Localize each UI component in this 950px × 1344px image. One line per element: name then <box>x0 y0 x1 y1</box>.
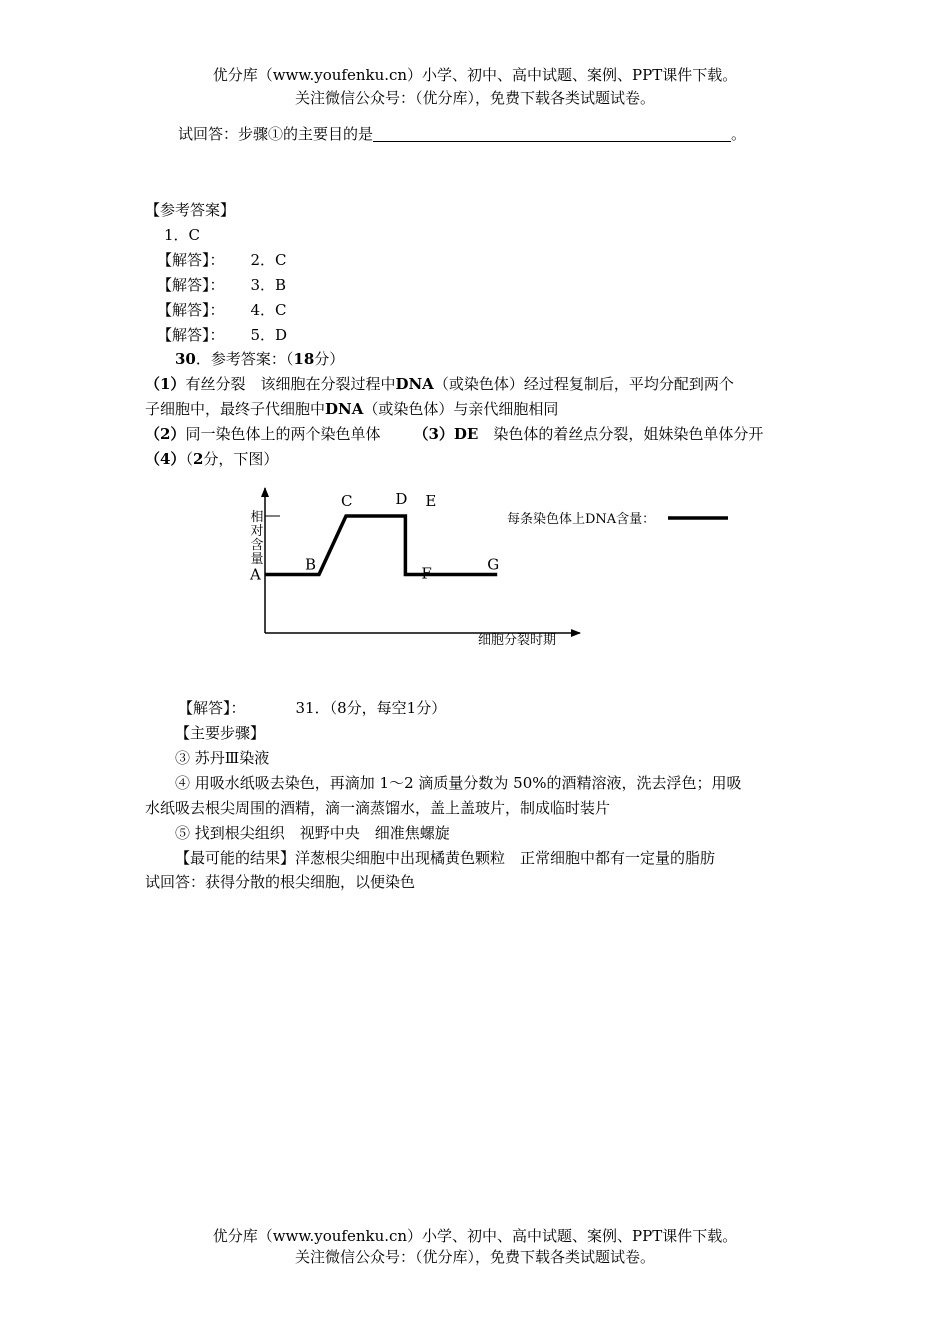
q31-steps-title: 【主要步骤】 <box>175 724 266 742</box>
text: 同一染色体上的两个染色单体 <box>185 425 396 443</box>
q31-step-4-line2: 水纸吸去根尖周围的酒精，滴一滴蒸馏水，盖上盖玻片，制成临时装片 <box>145 799 611 817</box>
point-label-A: A <box>250 565 261 584</box>
q30-title-text: ．参考答案：（ <box>195 350 294 368</box>
q31-title: 31．（8分，每空1分） <box>295 699 447 717</box>
question-suffix: 。 <box>731 125 747 143</box>
score: 2 <box>192 450 204 468</box>
answer-value: 4．C <box>250 301 287 319</box>
part-tag: （4） <box>145 450 186 468</box>
answer-value: 5．D <box>250 326 288 344</box>
text: （或染色体）经过程复制后，平均分配到两个 <box>433 375 734 393</box>
text: 有丝分裂 该细胞在分裂过程中 <box>185 375 396 393</box>
answer-value: 2．C <box>250 251 287 269</box>
y-axis-label-char: 含 <box>250 538 264 553</box>
y-axis-label-char: 相 <box>250 510 264 525</box>
explain-label: 【解答】： <box>178 699 246 717</box>
explain-label: 【解答】： <box>157 276 225 294</box>
explain-label: 【解答】： <box>157 301 225 319</box>
y-axis-label <box>250 509 263 567</box>
answer-value: 3．B <box>250 276 287 294</box>
answer-1: 1．C <box>164 226 201 244</box>
q31-step-3: ③ 苏丹Ⅲ染液 <box>175 749 270 767</box>
dna-term: DNA <box>395 375 434 393</box>
y-axis-label-char: 对 <box>250 524 264 539</box>
point-label-G: G <box>487 555 500 574</box>
point-label-C: C <box>341 492 353 510</box>
explain-label: 【解答】： <box>157 251 225 269</box>
legend-label: 每条染色体上DNA含量： <box>507 512 656 527</box>
text: 染色体的着丝点分裂，姐妹染色单体分开 <box>478 425 764 443</box>
point-labels <box>249 490 499 584</box>
dna-term: DNA <box>325 400 364 418</box>
text: （或染色体）与亲代细胞相同 <box>363 400 559 418</box>
point-label-E: E <box>425 492 437 510</box>
point-label-F: F <box>421 564 432 583</box>
header-line-1: 优分库（www.youfenku.cn）小学、初中、高中试题、案例、PPT课件下载。 <box>212 66 738 84</box>
text: （ <box>185 450 193 468</box>
part-tag: （2） <box>145 425 186 443</box>
x-axis-label: 细胞分裂时期 <box>477 633 557 648</box>
header-line-2: 关注微信公众号：（优分库），免费下载各类试题试卷。 <box>294 89 655 107</box>
explain-label: 【解答】： <box>157 326 225 344</box>
dna-content-line <box>265 516 500 575</box>
footer-line-2: 关注微信公众号：（优分库），免费下载各类试题试卷。 <box>294 1248 655 1266</box>
footer-line-1: 优分库（www.youfenku.cn）小学、初中、高中试题、案例、PPT课件下载。 <box>212 1227 738 1245</box>
y-axis-label-char: 量 <box>250 552 264 567</box>
text: 分，下图） <box>203 450 279 468</box>
q31-step-4-line1: ④ 用吸水纸吸去染色，再滴加 1～2 滴质量分数为 50%的酒精溶液，洗去浮色；用吸 <box>175 774 742 792</box>
q31-step-5: ⑤ 找到根尖组织 视野中央 细准焦螺旋 <box>175 824 450 842</box>
q31-final-answer: 试回答：获得分散的根尖细胞，以便染色 <box>145 873 416 891</box>
q30-score-unit: 分） <box>314 350 345 368</box>
q31-header <box>178 698 446 718</box>
part-tag: （1） <box>145 375 186 393</box>
answers-title: 【参考答案】 <box>145 201 236 219</box>
point-label-D: D <box>395 490 408 508</box>
q30-score: 18 <box>293 350 315 368</box>
text: 子细胞中，最终子代细胞中 <box>145 400 326 418</box>
part-tag: （3）DE <box>413 425 479 443</box>
q30-number: 30 <box>175 350 196 368</box>
question-prefix: 试回答：步骤①的主要目的是 <box>178 125 374 143</box>
result-tag: 【最可能的结果】 <box>175 849 296 867</box>
point-label-B: B <box>305 555 317 574</box>
result-text: 洋葱根尖细胞中出现橘黄色颗粒 正常细胞中都有一定量的脂肪 <box>295 849 716 867</box>
q31-result <box>175 848 715 868</box>
